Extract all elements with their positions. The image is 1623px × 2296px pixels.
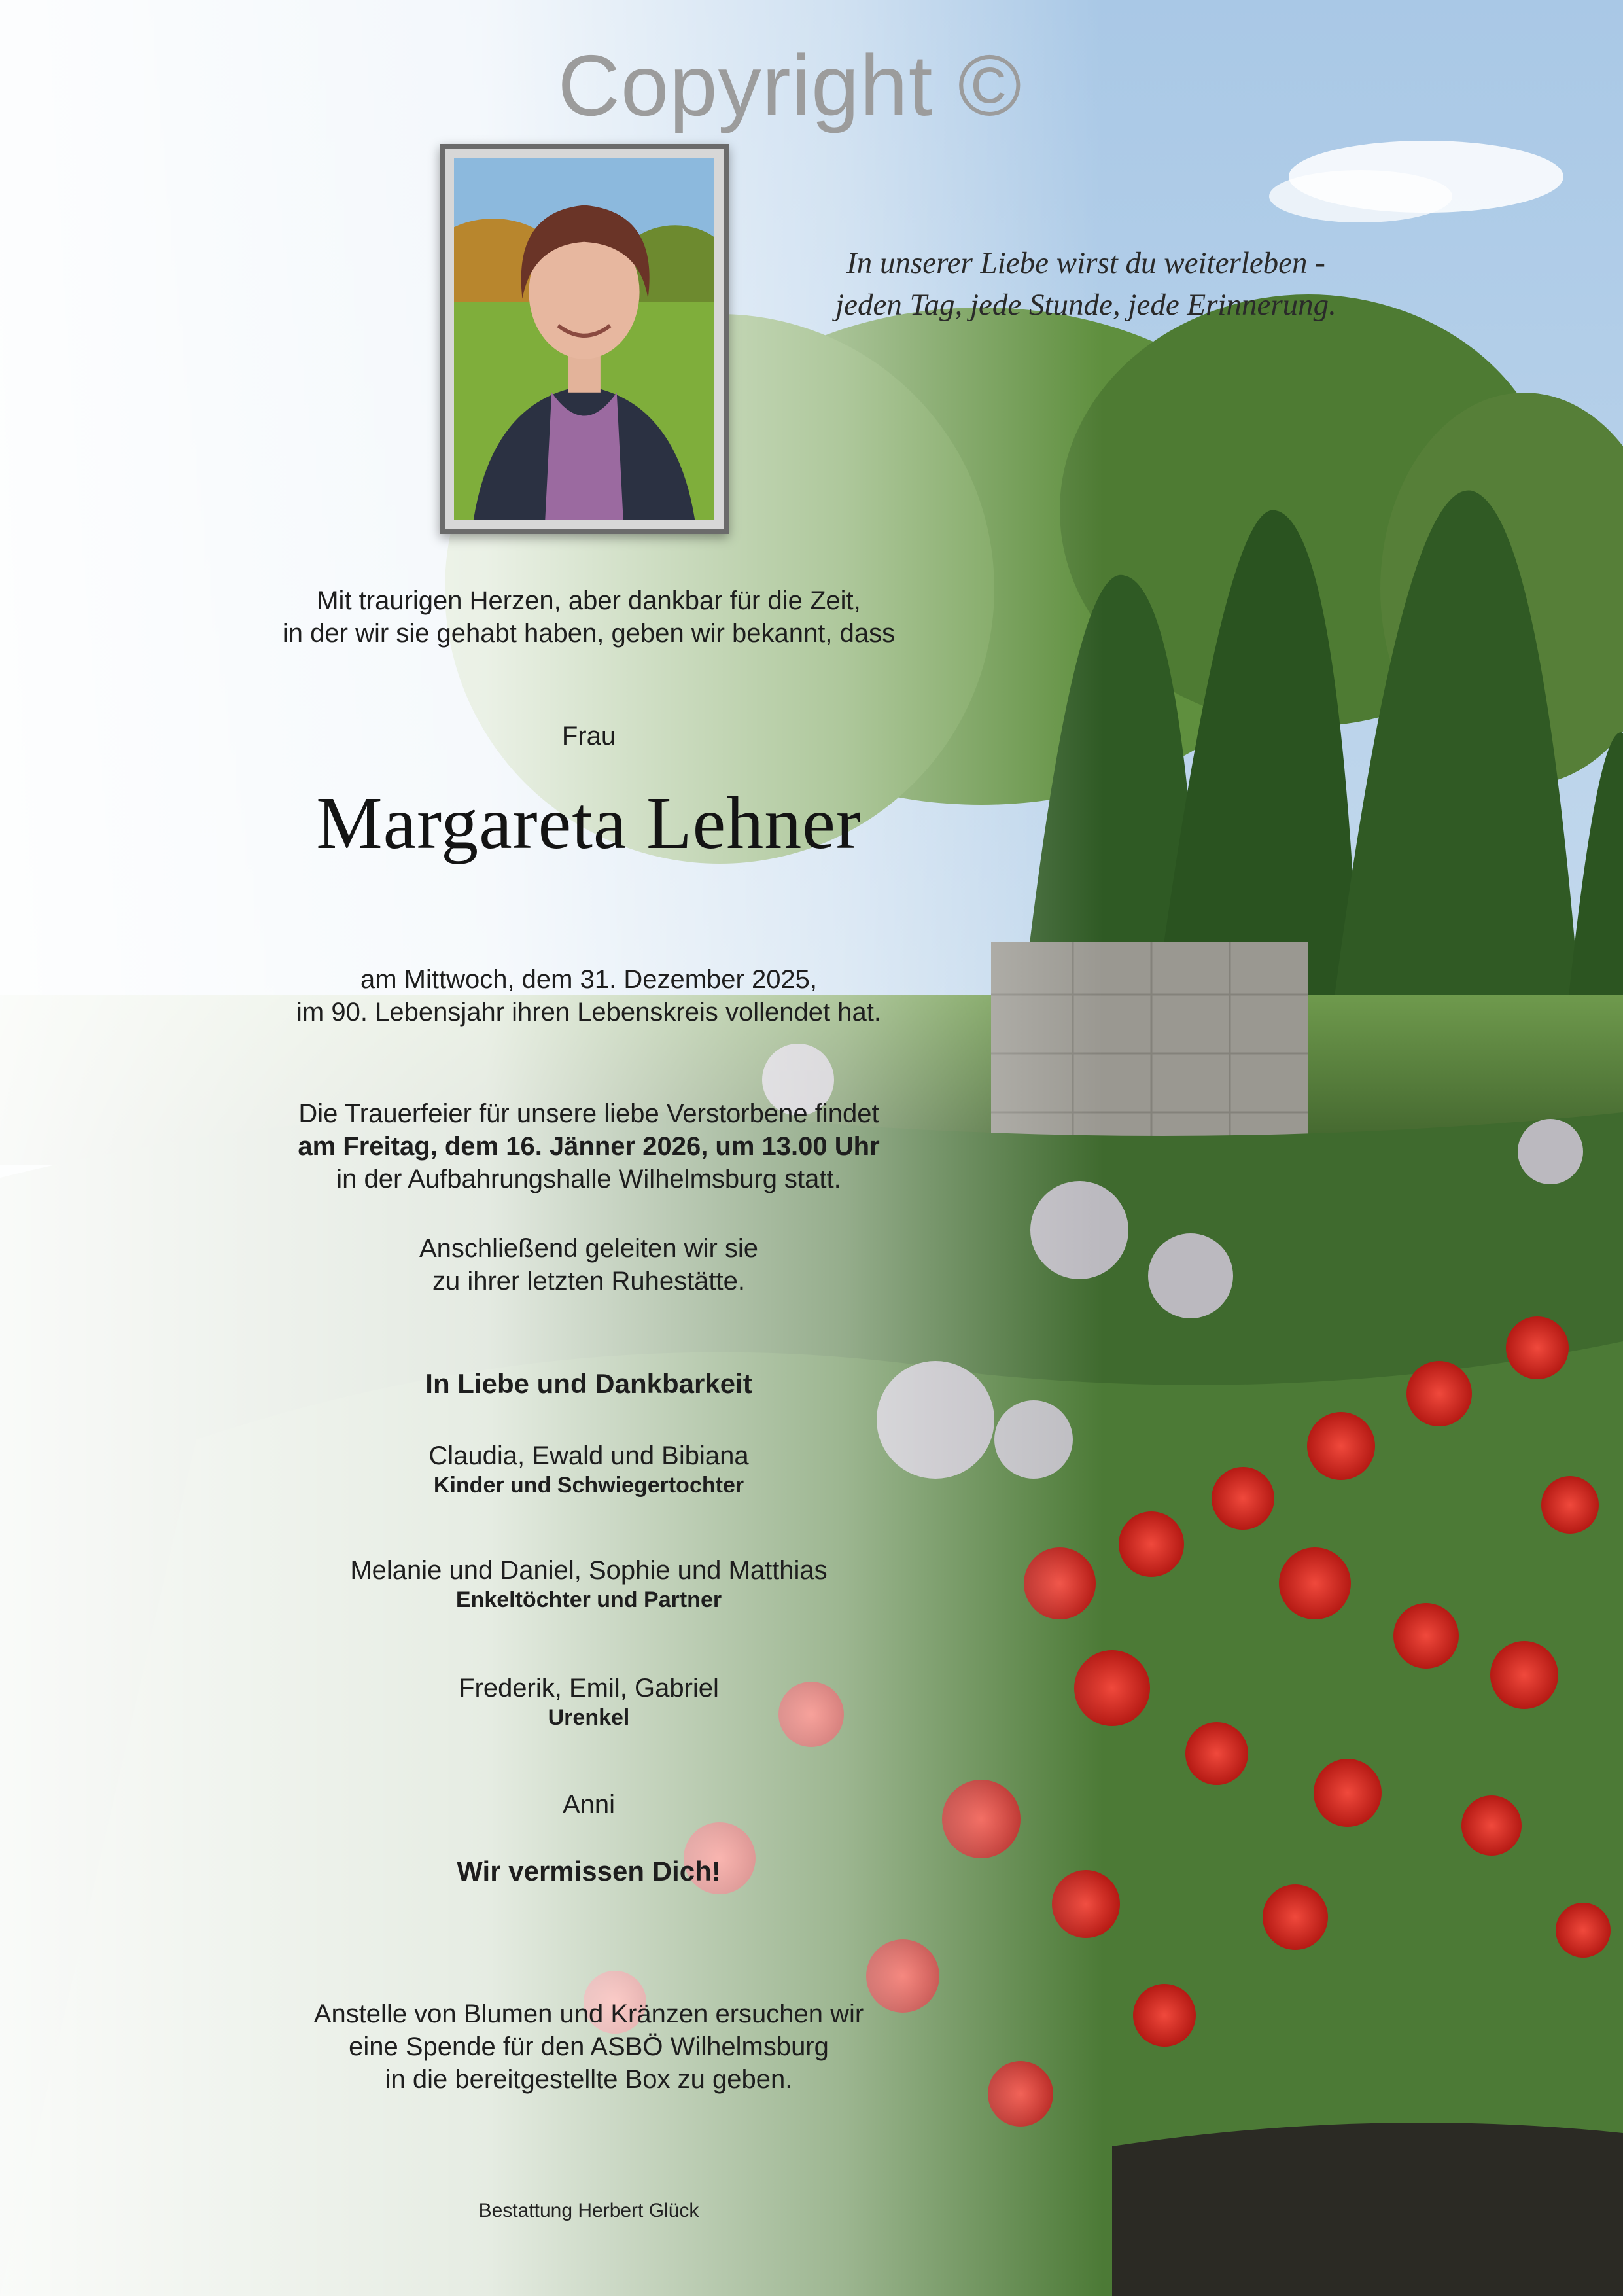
donation-line-1: Anstelle von Blumen und Kränzen ersuchen wir bbox=[313, 2000, 864, 2028]
funeral-details bbox=[0, 1097, 1178, 1195]
mourner-group-great-grandchildren bbox=[0, 1672, 1178, 1731]
funeral-line-1: Die Trauerfeier für unsere liebe Verstorbene findet bbox=[298, 1099, 879, 1128]
donation-request bbox=[0, 1998, 1178, 2096]
mourner-group-children bbox=[0, 1439, 1178, 1498]
portrait-photo bbox=[445, 149, 724, 529]
mourner-role: Kinder und Schwiegertochter bbox=[433, 1473, 744, 1498]
closing-line: Wir vermissen Dich! bbox=[457, 1856, 721, 1886]
salutation: Frau bbox=[561, 722, 616, 751]
mourner-role: Enkeltöchter und Partner bbox=[455, 1587, 722, 1612]
undertaker-credit: Bestattung Herbert Glück bbox=[478, 2200, 699, 2221]
memorial-quote bbox=[772, 242, 1400, 326]
escort-line-2: zu ihrer letzten Ruhestätte. bbox=[432, 1267, 746, 1296]
intro-text bbox=[0, 584, 1178, 650]
escort-text bbox=[0, 1232, 1178, 1298]
mourner-anni: Anni bbox=[562, 1790, 616, 1819]
funeral-line-3: in der Aufbahrungshalle Wilhelmsburg statt. bbox=[336, 1165, 841, 1193]
quote-line-1: In unserer Liebe wirst du weiterleben - bbox=[846, 246, 1325, 280]
portrait-photo-frame bbox=[440, 144, 729, 534]
intro-line-1: Mit traurigen Herzen, aber dankbar für die Zeit, bbox=[317, 586, 861, 615]
mourner-names: Claudia, Ewald und Bibiana bbox=[428, 1441, 749, 1470]
funeral-date-time: am Freitag, dem 16. Jänner 2026, um 13.00 Uhr bbox=[298, 1132, 880, 1161]
mourners-heading: In Liebe und Dankbarkeit bbox=[425, 1368, 752, 1399]
intro-line-2: in der wir sie gehabt haben, geben wir bekannt, dass bbox=[282, 619, 896, 648]
death-notice bbox=[0, 963, 1178, 1029]
escort-line-1: Anschließend geleiten wir sie bbox=[419, 1234, 759, 1263]
quote-line-2: jeden Tag, jede Stunde, jede Erinnerung. bbox=[835, 288, 1336, 322]
death-line-1: am Mittwoch, dem 31. Dezember 2025, bbox=[360, 965, 818, 994]
mourner-names: Frederik, Emil, Gabriel bbox=[459, 1674, 719, 1703]
donation-line-2: eine Spende für den ASBÖ Wilhelmsburg bbox=[349, 2032, 829, 2061]
mourner-group-grandchildren bbox=[0, 1554, 1178, 1613]
mourner-names: Melanie und Daniel, Sophie und Matthias bbox=[350, 1556, 828, 1585]
portrait-image bbox=[454, 158, 714, 520]
deceased-name: Margareta Lehner bbox=[316, 781, 862, 864]
donation-line-3: in die bereitgestellte Box zu geben. bbox=[385, 2065, 793, 2094]
death-line-2: im 90. Lebensjahr ihren Lebenskreis vollendet hat. bbox=[296, 998, 881, 1027]
copyright-watermark: Copyright © bbox=[557, 37, 1022, 133]
mourner-role: Urenkel bbox=[548, 1705, 630, 1730]
